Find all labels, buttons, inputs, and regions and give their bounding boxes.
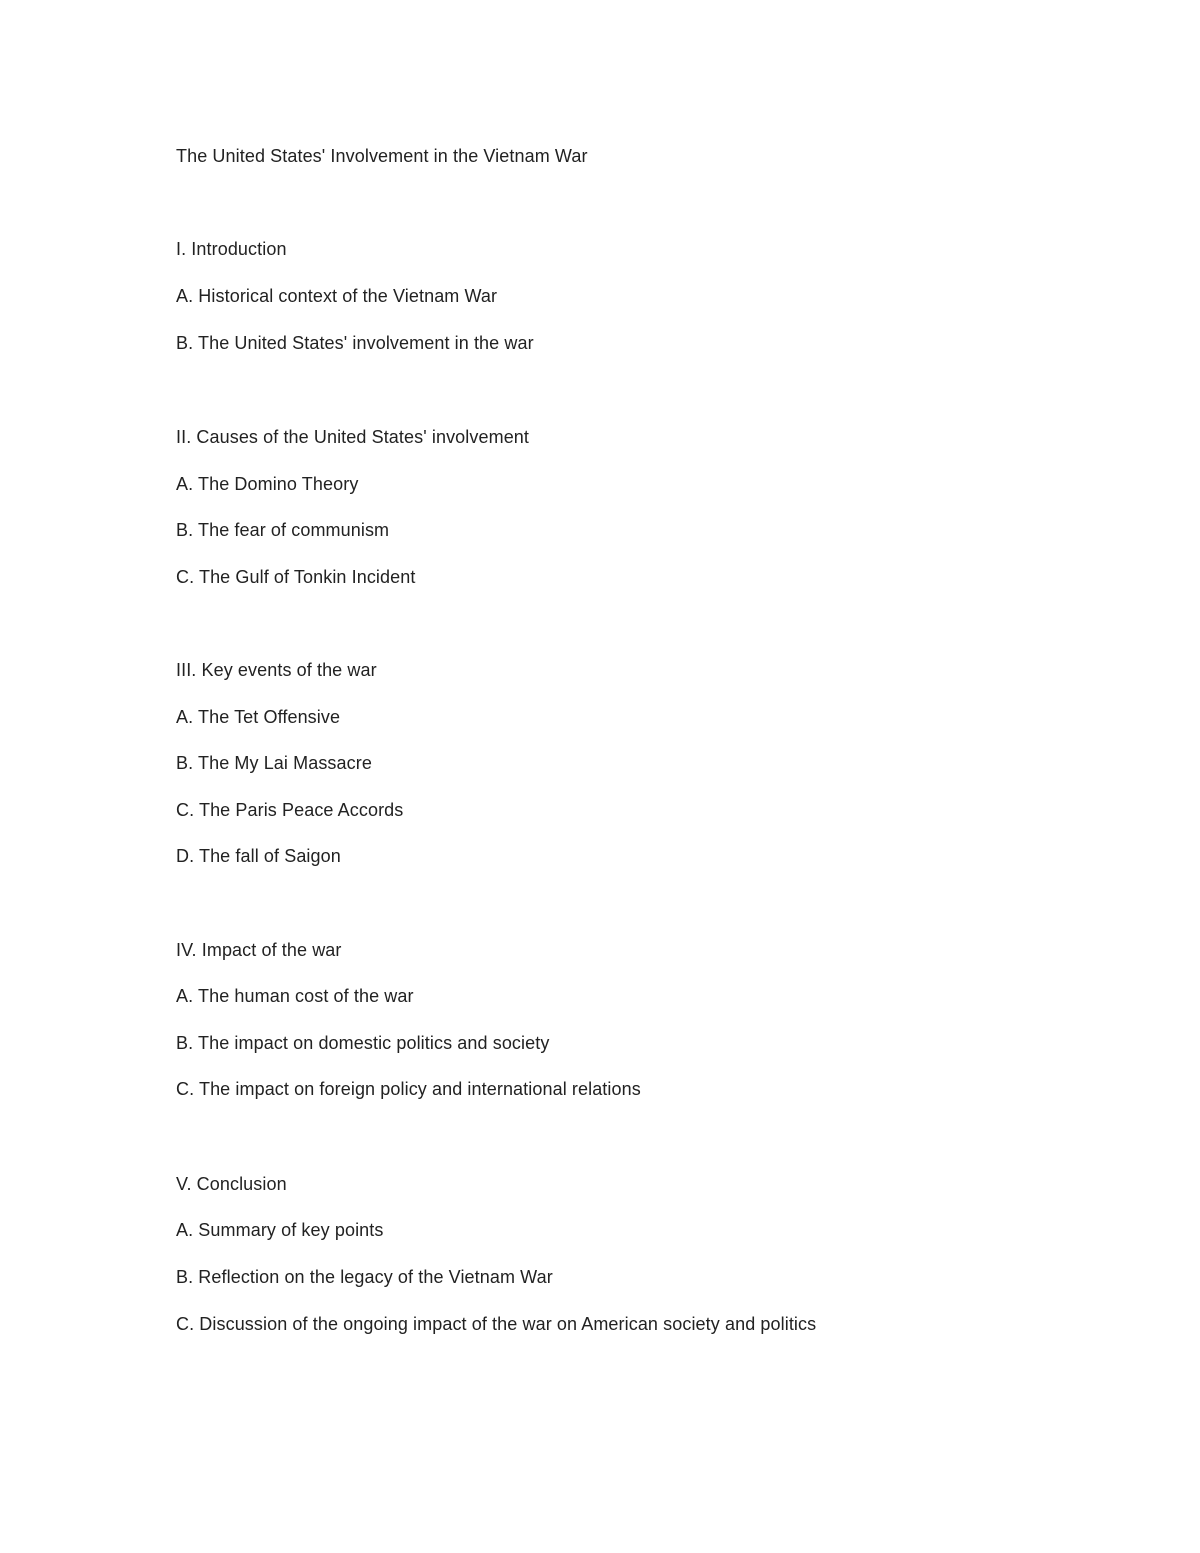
- outline-item: C. Discussion of the ongoing impact of the war on American society and politics: [176, 1314, 817, 1334]
- document-title: The United States' Involvement in the Vietnam War: [176, 146, 588, 166]
- outline-item: A. Summary of key points: [176, 1220, 384, 1240]
- outline-item: A. The Tet Offensive: [176, 707, 341, 727]
- outline-item: D. The fall of Saigon: [176, 846, 341, 866]
- outline-item: C. The Gulf of Tonkin Incident: [176, 567, 416, 587]
- section-heading-introduction: I. Introduction: [176, 239, 287, 259]
- outline-item: B. Reflection on the legacy of the Vietnam War: [176, 1267, 553, 1287]
- section-heading-conclusion: V. Conclusion: [176, 1174, 287, 1194]
- outline-item: C. The impact on foreign policy and international relations: [176, 1079, 641, 1099]
- outline-item: B. The impact on domestic politics and society: [176, 1033, 550, 1053]
- outline-item: B. The My Lai Massacre: [176, 753, 372, 773]
- outline-item: A. The Domino Theory: [176, 474, 359, 494]
- outline-item: B. The fear of communism: [176, 520, 390, 540]
- outline-item: B. The United States' involvement in the war: [176, 333, 534, 353]
- section-heading-impact: IV. Impact of the war: [176, 940, 342, 960]
- outline-item: A. The human cost of the war: [176, 986, 414, 1006]
- outline-item: A. Historical context of the Vietnam War: [176, 286, 498, 306]
- section-heading-key-events: III. Key events of the war: [176, 660, 377, 680]
- section-heading-causes: II. Causes of the United States' involvement: [176, 427, 530, 447]
- outline-item: C. The Paris Peace Accords: [176, 800, 404, 820]
